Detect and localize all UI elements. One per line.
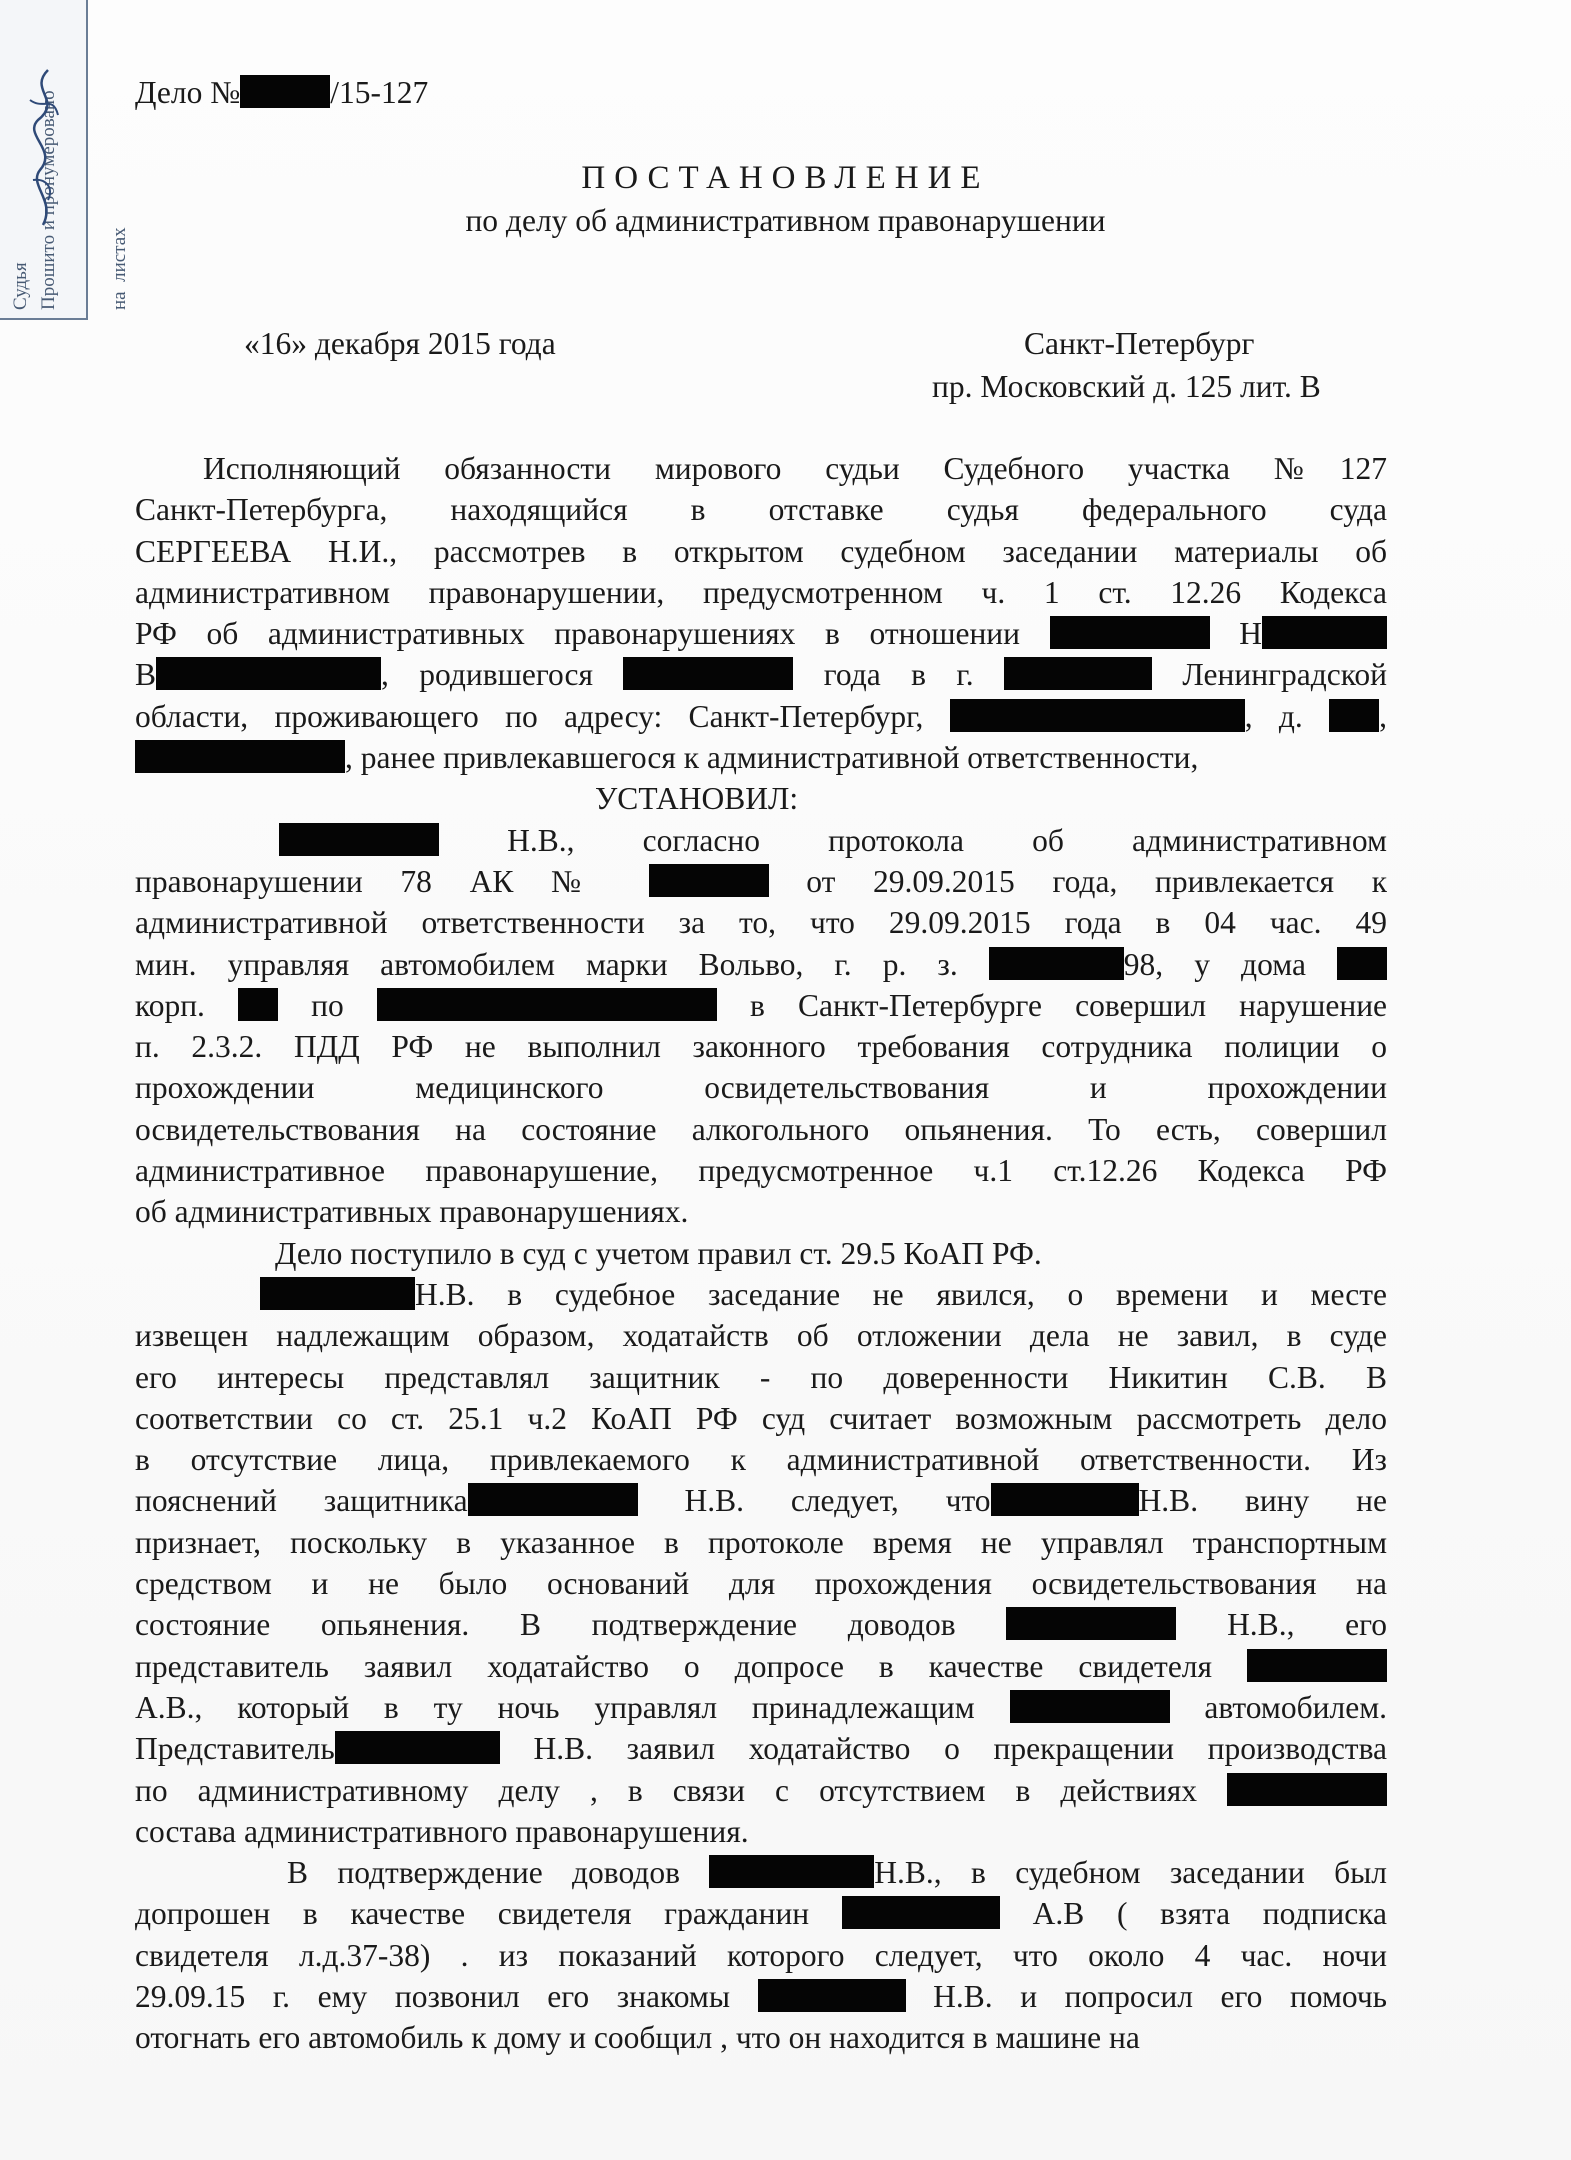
text-run: , д. xyxy=(1244,698,1303,734)
redaction-block xyxy=(991,1483,1139,1516)
redaction-block xyxy=(1227,1773,1387,1806)
document-title: ПОСТАНОВЛЕНИЕ xyxy=(581,160,990,196)
document-date: «16» декабря 2015 года xyxy=(244,326,556,361)
text-run: Н.В. в судебное заседание не явился, о времени и месте xyxy=(415,1276,1387,1312)
text-line xyxy=(135,696,1387,737)
redaction-block xyxy=(156,657,381,690)
redaction-block xyxy=(238,988,278,1021)
document-address: пр. Московский д. 125 лит. В xyxy=(932,369,1321,404)
case-prefix: Дело № xyxy=(135,75,241,110)
text-line: соответствии со ст. 25.1 ч.2 КоАП РФ суд считает возможным рассмотреть дело xyxy=(135,1400,1387,1436)
redaction-block xyxy=(468,1483,638,1516)
document-subtitle: по делу об административном правонарушении xyxy=(465,203,1106,238)
text-run: В xyxy=(135,657,157,693)
text-line: освидетельствования на состояние алкогольного опьянения. То есть, совершил xyxy=(135,1111,1387,1147)
redaction-block xyxy=(950,699,1245,732)
text-line xyxy=(135,1728,1387,1769)
text-run: , xyxy=(1379,698,1387,734)
text-run: состояние опьянения. В подтверждение доводов xyxy=(135,1607,956,1643)
text-run: , ранее привлекавшегося к административной ответственности, xyxy=(345,740,1199,776)
text-line xyxy=(135,1646,1387,1687)
text-line: Санкт-Петербурга, находящийся в отставке судья федерального суда xyxy=(135,492,1387,528)
redaction-block xyxy=(842,1896,1000,1929)
text-line: административной ответственности за то, что 29.09.2015 года в 04 час. 49 xyxy=(135,905,1387,941)
text-run: Н.В., в судебном заседании был xyxy=(874,1855,1387,1891)
text-line: состава административного правонарушения. xyxy=(135,1813,749,1849)
redaction-block xyxy=(1004,657,1152,690)
redaction-block xyxy=(1337,947,1387,980)
redaction-block xyxy=(1262,616,1387,649)
text-run: 29.09.15 г. ему позвонил его знакомы xyxy=(135,1978,730,2014)
redaction-block xyxy=(279,823,439,856)
text-line xyxy=(135,1976,1387,2017)
text-line xyxy=(135,1687,1387,1728)
text-line: средством и не было оснований для прохождения освидетельствования на xyxy=(135,1566,1387,1602)
text-line xyxy=(135,820,1387,861)
stamp-line-2-start: на xyxy=(109,291,130,310)
text-line: СЕРГЕЕВА Н.И., рассмотрев в открытом судебном заседании материалы об xyxy=(135,533,1387,569)
text-run: РФ об административных правонарушениях в отношении xyxy=(135,616,1021,652)
stamp-line-2-end: листах xyxy=(109,227,130,282)
text-line: административном правонарушении, предусмотренном ч. 1 ст. 12.26 Кодекса xyxy=(135,574,1387,610)
stamp-line-3: Судья xyxy=(10,262,31,310)
text-line xyxy=(135,944,1387,985)
document-city: Санкт-Петербург xyxy=(1024,326,1255,361)
text-line: его интересы представлял защитник - по доверенности Никитин С.В. В xyxy=(135,1359,1387,1395)
text-line xyxy=(135,613,1387,654)
text-run: Представитель xyxy=(135,1731,335,1767)
text-line: признает, поскольку в указанное в протоколе время не управлял транспортным xyxy=(135,1524,1387,1560)
text-run: автомобилем. xyxy=(1204,1689,1387,1725)
text-line: отогнать его автомобиль к дому и сообщил , что он находится в машине на xyxy=(135,2020,1140,2056)
text-run: правонарушении 78 АК № xyxy=(135,863,611,899)
redaction-block xyxy=(1006,1607,1176,1640)
text-run: А.В., который в ту ночь управлял принадлежащим xyxy=(135,1689,975,1725)
redaction-block xyxy=(758,1979,906,2012)
case-suffix: /15-127 xyxy=(330,75,429,110)
text-run: пояснений защитника xyxy=(135,1483,468,1519)
redaction-block xyxy=(1247,1649,1387,1682)
text-run: Исполняющий обязанности мирового судьи Судебного участка №127 xyxy=(203,451,1387,486)
text-run: А.В ( взята подписка xyxy=(1032,1896,1387,1932)
text-run: по xyxy=(311,987,344,1023)
text-line: об административных правонарушениях. xyxy=(135,1194,689,1230)
redaction-block xyxy=(335,1731,500,1764)
section-heading: УСТАНОВИЛ: xyxy=(595,781,799,817)
text-line: Дело поступило в суд с учетом правил ст. 29.5 КоАП РФ. xyxy=(275,1235,1042,1271)
text-run: в Санкт-Петербурге совершил нарушение xyxy=(749,987,1387,1023)
case-number xyxy=(135,72,428,113)
text-line: извещен надлежащим образом, ходатайств об отложении дела не завил, в суде xyxy=(135,1318,1387,1354)
text-line: п. 2.3.2. ПДД РФ не выполнил законного требования сотрудника полиции о xyxy=(135,1029,1387,1065)
redaction-block xyxy=(1010,1690,1170,1723)
text-line xyxy=(135,1893,1387,1934)
text-line: административное правонарушение, предусмотренное ч.1 ст.12.26 Кодекса РФ xyxy=(135,1153,1387,1189)
text-line xyxy=(135,1770,1387,1811)
text-run: области, проживающего по адресу: Санкт-Петербург, xyxy=(135,698,924,734)
document-body xyxy=(135,448,1387,2059)
text-run: , родившегося xyxy=(381,657,593,693)
text-line xyxy=(135,1274,1387,1315)
text-line xyxy=(135,1852,1387,1893)
text-run: мин. управляя автомобилем марки Вольво, г. р. з. xyxy=(135,946,958,982)
redaction-block xyxy=(260,1277,415,1310)
text-line: прохождении медицинского освидетельствования и прохождении xyxy=(135,1070,1387,1106)
text-run: Н.В. и попросил его помочь xyxy=(933,1978,1387,2014)
text-line xyxy=(135,861,1387,902)
redaction-block xyxy=(1329,699,1379,732)
redaction-block xyxy=(989,947,1124,980)
text-run: от 29.09.2015 года, привлекается к xyxy=(806,863,1387,899)
text-run: В подтверждение доводов xyxy=(287,1855,680,1891)
redaction-block xyxy=(135,740,345,773)
text-run: Н.В. заявил ходатайство о прекращении производства xyxy=(533,1731,1387,1767)
redaction-block xyxy=(649,864,769,897)
redaction-block xyxy=(709,1855,874,1888)
text-line xyxy=(135,1480,1387,1521)
text-line: свидетеля л.д.37-38) . из показаний которого следует, что около 4 час. ночи xyxy=(135,1937,1387,1973)
stamp-line-1: Прошито и пронумеровано xyxy=(38,90,59,310)
redaction-block xyxy=(240,75,330,108)
text-run: Н.В., его xyxy=(1227,1607,1387,1643)
text-run: Н xyxy=(1239,616,1262,652)
text-run: корп. xyxy=(135,987,205,1023)
text-line xyxy=(135,985,1387,1026)
text-run: Н.В. следует, что xyxy=(684,1483,991,1519)
text-run: представитель заявил ходатайство о допросе в качестве свидетеля xyxy=(135,1648,1213,1684)
redaction-block xyxy=(1050,616,1210,649)
text-run: Н.В., согласно протокола об административном xyxy=(507,822,1387,858)
text-line: в отсутствие лица, привлекаемого к административной ответственности. Из xyxy=(135,1442,1387,1478)
text-line xyxy=(135,1604,1387,1645)
text-run: 98, у дома xyxy=(1123,946,1306,982)
text-run: года в г. xyxy=(823,657,974,693)
redaction-block xyxy=(623,657,793,690)
text-line xyxy=(135,654,1387,695)
text-line xyxy=(135,737,1387,778)
text-run: допрошен в качестве свидетеля гражданин xyxy=(135,1896,810,1932)
text-line xyxy=(135,448,1387,489)
text-run: по административному делу , в связи с отсутствием в действиях xyxy=(135,1772,1197,1808)
redaction-block xyxy=(377,988,717,1021)
text-run: Н.В. вину не xyxy=(1138,1483,1387,1519)
text-run: Ленинградской xyxy=(1182,657,1387,693)
